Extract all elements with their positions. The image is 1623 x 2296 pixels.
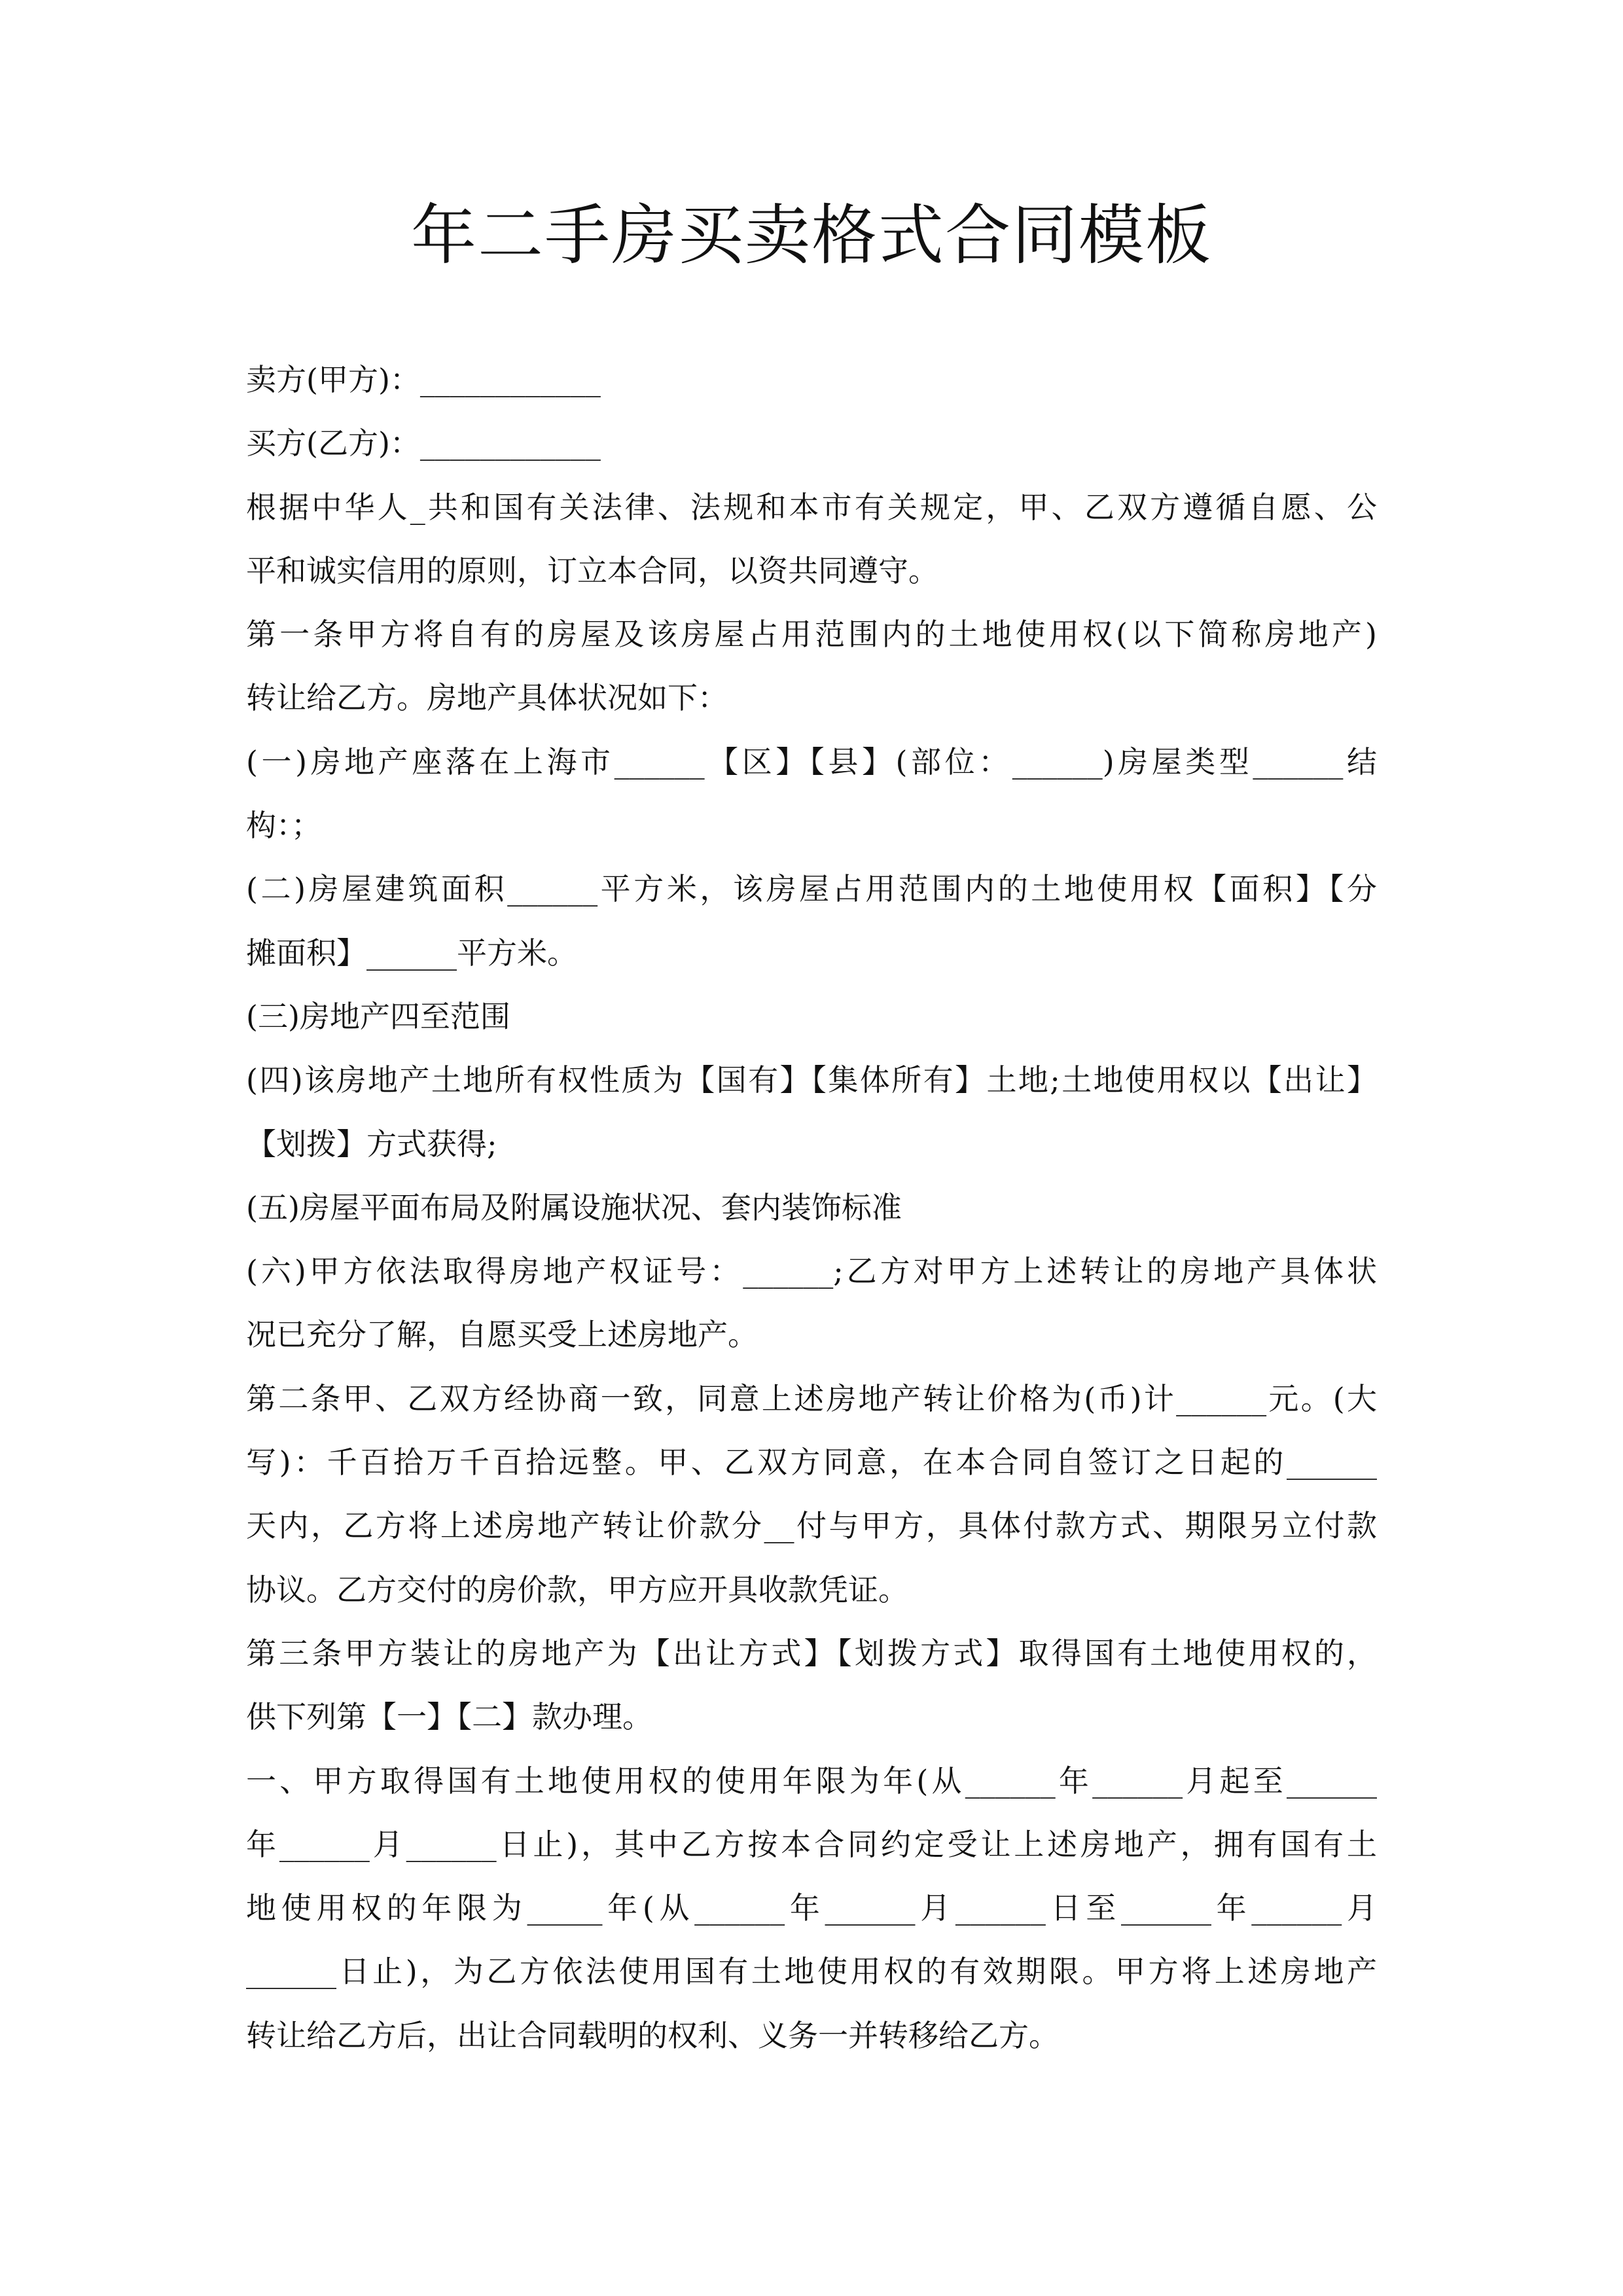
contract-line: (四)该房地产土地所有权性质为【国有】【集体所有】土地;土地使用权以【出让】 <box>246 1062 1377 1098</box>
contract-line: 地使用权的年限为_____年(从______年______月______日至______年______月 <box>246 1890 1377 1926</box>
contract-line: 供下列第【一】【二】款办理。 <box>246 1699 652 1735</box>
contract-line: (五)房屋平面布局及附属设施状况、套内装饰标准 <box>246 1189 902 1225</box>
contract-line: 卖方(甲方)：____________ <box>246 362 601 397</box>
contract-line: 第二条甲、乙双方经协商一致，同意上述房地产转让价格为(币)计______元。(大 <box>246 1380 1377 1416</box>
document-title: 年二手房买卖格式合同模板 <box>411 197 1212 274</box>
contract-line: 第三条甲方装让的房地产为【出让方式】【划拨方式】取得国有土地使用权的， <box>246 1635 1377 1671</box>
contract-line: 摊面积】______平方米。 <box>246 935 577 971</box>
contract-line: (六)甲方依法取得房地产权证号：______;乙方对甲方上述转让的房地产具体状 <box>246 1253 1377 1289</box>
contract-line: (二)房屋建筑面积______平方米，该房屋占用范围内的土地使用权【面积】【分 <box>246 871 1377 907</box>
contract-line: (三)房地产四至范围 <box>246 998 510 1034</box>
contract-line: 第一条甲方将自有的房屋及该房屋占用范围内的土地使用权(以下简称房地产) <box>246 617 1377 653</box>
contract-line: 【划拨】方式获得; <box>246 1126 497 1162</box>
contract-line: 一、甲方取得国有土地使用权的使用年限为年(从______年______月起至______ <box>246 1763 1377 1799</box>
contract-line: 况已充分了解，自愿买受上述房地产。 <box>246 1317 758 1353</box>
contract-line: 转让给乙方。房地产具体状况如下： <box>246 680 728 716</box>
contract-line: 年______月______日止)，其中乙方按本合同约定受让上述房地产，拥有国有土 <box>246 1826 1377 1862</box>
contract-line: ______日止)，为乙方依法使用国有土地使用权的有效期限。甲方将上述房地产 <box>246 1954 1377 1990</box>
contract-line: (一)房地产座落在上海市______【区】【县】(部位：______)房屋类型______结 <box>246 744 1377 780</box>
contract-line: 写)：千百拾万千百拾远整。甲、乙双方同意，在本合同自签订之日起的______ <box>246 1444 1377 1480</box>
contract-line: 构：； <box>246 808 321 844</box>
contract-line: 转让给乙方后，出让合同载明的权利、义务一并转移给乙方。 <box>246 2017 1059 2053</box>
contract-line: 协议。乙方交付的房价款，甲方应开具收款凭证。 <box>246 1571 908 1607</box>
contract-line: 根据中华人_共和国有关法律、法规和本市有关规定，甲、乙双方遵循自愿、公 <box>246 489 1377 525</box>
contract-line: 平和诚实信用的原则，订立本合同，以资共同遵守。 <box>246 552 938 588</box>
contract-body <box>246 357 1377 2076</box>
contract-line: 买方(乙方)：____________ <box>246 425 601 461</box>
contract-line: 天内，乙方将上述房地产转让价款分__付与甲方，具体付款方式、期限另立付款 <box>246 1508 1377 1544</box>
